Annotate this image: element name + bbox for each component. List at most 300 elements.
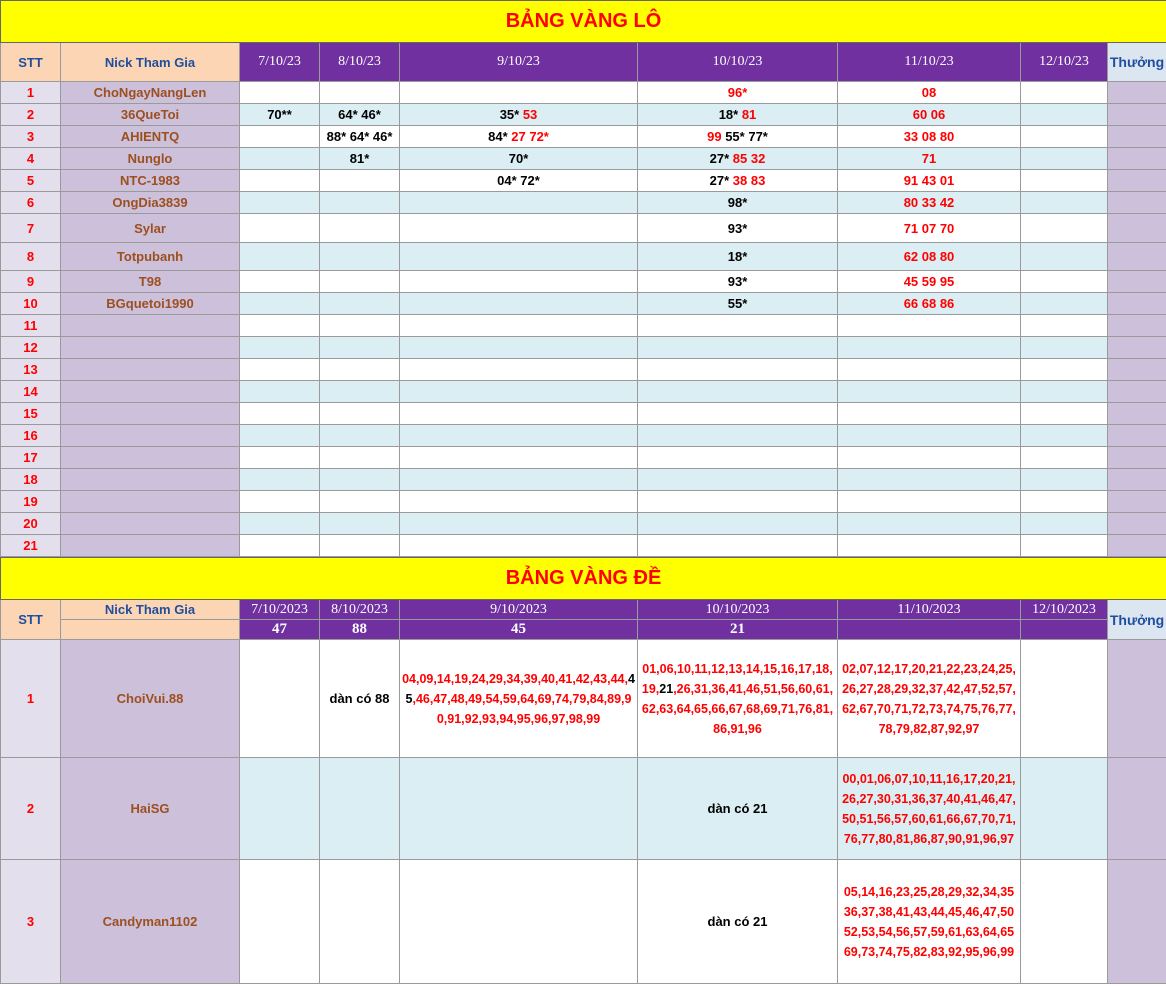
lo-header-date: 7/10/23 <box>240 43 320 82</box>
row-thuong <box>1108 293 1166 315</box>
row-stt: 3 <box>1 126 61 148</box>
row-cell <box>240 315 320 337</box>
row-thuong <box>1108 214 1166 243</box>
row-nick: NTC-1983 <box>61 170 240 192</box>
row-thuong <box>1108 403 1166 425</box>
row-cell <box>400 535 638 557</box>
row-cell <box>838 425 1021 447</box>
row-nick: ChoiVui.88 <box>61 640 240 758</box>
row-cell <box>240 293 320 315</box>
lo-header-thuong: Thưởng <box>1108 43 1166 82</box>
row-cell <box>400 403 638 425</box>
cell-value: 27* <box>709 173 733 188</box>
table-row <box>1 359 1166 381</box>
table-row <box>1 126 1166 148</box>
row-cell <box>638 640 838 758</box>
row-thuong <box>1108 170 1166 192</box>
table-row <box>1 513 1166 535</box>
row-cell <box>1021 359 1108 381</box>
cell-value: 04* 72* <box>497 173 540 188</box>
row-thuong <box>1108 243 1166 271</box>
de-header-date: 9/10/2023 <box>400 600 638 620</box>
row-cell <box>400 359 638 381</box>
row-cell <box>838 148 1021 170</box>
cell-value: 84* <box>488 129 512 144</box>
cell-value: 70* <box>508 151 529 166</box>
row-cell <box>320 860 400 984</box>
row-cell <box>1021 758 1108 860</box>
row-cell <box>400 271 638 293</box>
cell-value: 71 <box>921 151 937 166</box>
de-header-date: 10/10/2023 <box>638 600 838 620</box>
row-nick: Sylar <box>61 214 240 243</box>
row-cell <box>400 126 638 148</box>
row-nick <box>61 469 240 491</box>
row-cell <box>320 425 400 447</box>
de-header-nick-blank <box>61 620 240 640</box>
cell-value: 91 43 01 <box>903 173 955 188</box>
row-cell <box>1021 337 1108 359</box>
row-cell <box>838 104 1021 126</box>
lo-title: BẢNG VÀNG LÔ <box>1 1 1166 43</box>
row-cell <box>320 469 400 491</box>
row-thuong <box>1108 469 1166 491</box>
row-nick: Totpubanh <box>61 243 240 271</box>
cell-value: 27 72* <box>511 129 549 144</box>
row-stt: 20 <box>1 513 61 535</box>
row-cell <box>638 293 838 315</box>
row-cell <box>1021 535 1108 557</box>
de-header-date: 8/10/2023 <box>320 600 400 620</box>
lo-header-stt: STT <box>1 43 61 82</box>
row-stt: 17 <box>1 447 61 469</box>
row-cell <box>320 192 400 214</box>
cell-value: 93* <box>727 274 748 289</box>
cell-value: ,26,31,36,41,46,51,56,60,61,62,63,64,65,66,67,68,69,71,76,81,86,91,96 <box>641 681 834 736</box>
cell-value: dàn có 21 <box>707 914 768 929</box>
row-cell <box>1021 315 1108 337</box>
row-cell <box>838 403 1021 425</box>
row-cell <box>240 469 320 491</box>
row-nick: T98 <box>61 271 240 293</box>
row-nick: Nunglo <box>61 148 240 170</box>
de-result: 45 <box>400 620 638 640</box>
row-cell <box>1021 126 1108 148</box>
row-thuong <box>1108 758 1166 860</box>
row-cell <box>240 243 320 271</box>
row-cell <box>838 315 1021 337</box>
row-cell <box>838 337 1021 359</box>
row-cell <box>400 214 638 243</box>
row-cell <box>1021 214 1108 243</box>
row-cell <box>240 403 320 425</box>
row-thuong <box>1108 491 1166 513</box>
row-cell <box>838 535 1021 557</box>
row-cell <box>240 82 320 104</box>
row-cell <box>400 337 638 359</box>
row-cell <box>320 640 400 758</box>
cell-value: 27* <box>709 151 733 166</box>
table-row <box>1 104 1166 126</box>
cell-value: 38 83 <box>732 173 766 188</box>
row-cell <box>400 381 638 403</box>
row-nick: BGquetoi1990 <box>61 293 240 315</box>
row-cell <box>838 447 1021 469</box>
row-cell <box>400 469 638 491</box>
row-cell <box>320 447 400 469</box>
cell-value: 70** <box>267 107 292 122</box>
table-row <box>1 640 1166 758</box>
row-nick: AHIENTQ <box>61 126 240 148</box>
row-cell <box>320 82 400 104</box>
row-cell <box>240 271 320 293</box>
row-cell <box>1021 148 1108 170</box>
cell-value: dàn có 88 <box>329 691 390 706</box>
row-cell <box>240 192 320 214</box>
row-thuong <box>1108 148 1166 170</box>
row-thuong <box>1108 860 1166 984</box>
row-cell <box>638 469 838 491</box>
row-stt: 1 <box>1 640 61 758</box>
de-header-date: 7/10/2023 <box>240 600 320 620</box>
row-stt: 3 <box>1 860 61 984</box>
cell-value: 21 <box>659 681 674 696</box>
row-cell <box>240 104 320 126</box>
lo-header-nick: Nick Tham Gia <box>61 43 240 82</box>
row-cell <box>1021 425 1108 447</box>
row-cell <box>638 315 838 337</box>
row-thuong <box>1108 513 1166 535</box>
row-stt: 13 <box>1 359 61 381</box>
table-row <box>1 447 1166 469</box>
cell-value: 04,09,14,19,24,29,34,39,40,41,42,43,44, <box>402 671 628 686</box>
lo-header-date: 11/10/23 <box>838 43 1021 82</box>
cell-value: 71 07 70 <box>903 220 955 236</box>
row-cell <box>638 148 838 170</box>
cell-value: 18* <box>718 107 742 122</box>
row-cell <box>320 293 400 315</box>
row-cell <box>838 491 1021 513</box>
table-row <box>1 271 1166 293</box>
row-cell <box>400 243 638 271</box>
row-cell <box>838 192 1021 214</box>
row-thuong <box>1108 381 1166 403</box>
row-cell <box>838 271 1021 293</box>
de-header-thuong: Thưởng <box>1108 600 1166 640</box>
row-cell <box>320 535 400 557</box>
row-cell <box>240 359 320 381</box>
row-stt: 8 <box>1 243 61 271</box>
row-cell <box>240 535 320 557</box>
cell-value: 98* <box>727 195 748 210</box>
de-header-stt: STT <box>1 600 61 640</box>
row-cell <box>320 214 400 243</box>
table-row <box>1 425 1166 447</box>
row-cell <box>638 82 838 104</box>
row-cell <box>838 126 1021 148</box>
row-cell <box>638 337 838 359</box>
row-cell <box>400 104 638 126</box>
row-nick: OngDia3839 <box>61 192 240 214</box>
row-cell <box>320 513 400 535</box>
lo-header-date: 12/10/23 <box>1021 43 1108 82</box>
cell-value: 60 06 <box>912 107 946 122</box>
row-cell <box>638 243 838 271</box>
row-cell <box>838 860 1021 984</box>
row-cell <box>240 640 320 758</box>
table-row <box>1 82 1166 104</box>
row-thuong <box>1108 535 1166 557</box>
cell-value: 99 <box>707 129 726 144</box>
row-cell <box>838 513 1021 535</box>
row-cell <box>638 104 838 126</box>
row-thuong <box>1108 447 1166 469</box>
cell-value: 62 08 80 <box>903 249 955 264</box>
de-header-date: 12/10/2023 <box>1021 600 1108 620</box>
row-cell <box>240 126 320 148</box>
row-cell <box>240 337 320 359</box>
row-cell <box>400 758 638 860</box>
row-cell <box>320 491 400 513</box>
row-cell <box>838 381 1021 403</box>
row-nick <box>61 513 240 535</box>
row-cell <box>320 315 400 337</box>
row-nick: HaiSG <box>61 758 240 860</box>
cell-value: 33 08 80 <box>903 129 955 144</box>
row-cell <box>1021 491 1108 513</box>
row-cell <box>838 170 1021 192</box>
row-cell <box>838 243 1021 271</box>
row-cell <box>838 214 1021 243</box>
row-nick <box>61 535 240 557</box>
row-stt: 15 <box>1 403 61 425</box>
de-result <box>838 620 1021 640</box>
row-cell <box>320 403 400 425</box>
row-cell <box>400 148 638 170</box>
row-cell <box>638 359 838 381</box>
row-thuong <box>1108 337 1166 359</box>
row-cell <box>1021 243 1108 271</box>
row-thuong <box>1108 640 1166 758</box>
row-nick: 36QueToi <box>61 104 240 126</box>
row-thuong <box>1108 192 1166 214</box>
row-cell <box>638 271 838 293</box>
row-cell <box>638 403 838 425</box>
row-cell <box>1021 293 1108 315</box>
cell-value: 18* <box>727 249 748 264</box>
cell-value: 80 33 42 <box>903 195 955 210</box>
row-cell <box>240 425 320 447</box>
row-cell <box>320 271 400 293</box>
row-thuong <box>1108 271 1166 293</box>
row-cell <box>240 758 320 860</box>
de-result: 88 <box>320 620 400 640</box>
row-stt: 21 <box>1 535 61 557</box>
row-cell <box>1021 82 1108 104</box>
row-stt: 1 <box>1 82 61 104</box>
row-cell <box>838 640 1021 758</box>
cell-value: 81* <box>349 151 370 166</box>
row-thuong <box>1108 104 1166 126</box>
row-stt: 6 <box>1 192 61 214</box>
cell-value: 45 <box>405 671 635 706</box>
row-cell <box>400 192 638 214</box>
row-cell <box>240 170 320 192</box>
row-cell <box>320 359 400 381</box>
cell-value: 08 <box>921 85 937 100</box>
table-row <box>1 148 1166 170</box>
row-nick: Candyman1102 <box>61 860 240 984</box>
cell-value: 45 59 95 <box>903 274 955 289</box>
table-row <box>1 243 1166 271</box>
row-cell <box>320 381 400 403</box>
row-nick <box>61 425 240 447</box>
cell-value: 88* 64* 46* <box>326 129 393 144</box>
row-cell <box>838 758 1021 860</box>
row-nick <box>61 381 240 403</box>
row-cell <box>1021 403 1108 425</box>
cell-value: 81 <box>741 107 757 122</box>
table-row <box>1 315 1166 337</box>
row-stt: 14 <box>1 381 61 403</box>
row-nick <box>61 403 240 425</box>
row-cell <box>638 214 838 243</box>
row-cell <box>320 104 400 126</box>
row-cell <box>400 640 638 758</box>
row-cell <box>400 170 638 192</box>
row-cell <box>1021 104 1108 126</box>
lo-header-date: 8/10/23 <box>320 43 400 82</box>
row-cell <box>638 758 838 860</box>
cell-value: 35* <box>499 107 523 122</box>
row-cell <box>1021 170 1108 192</box>
cell-value: 55* 77* <box>725 129 768 144</box>
row-stt: 18 <box>1 469 61 491</box>
row-cell <box>1021 447 1108 469</box>
row-cell <box>1021 271 1108 293</box>
lo-header-date: 10/10/23 <box>638 43 838 82</box>
row-cell <box>638 491 838 513</box>
row-cell <box>838 359 1021 381</box>
de-header-nick: Nick Tham Gia <box>61 600 240 620</box>
row-cell <box>638 425 838 447</box>
row-cell <box>638 860 838 984</box>
row-cell <box>638 535 838 557</box>
de-result: 47 <box>240 620 320 640</box>
row-stt: 2 <box>1 104 61 126</box>
row-cell <box>240 491 320 513</box>
row-cell <box>240 381 320 403</box>
row-cell <box>240 513 320 535</box>
row-cell <box>320 148 400 170</box>
row-cell <box>1021 381 1108 403</box>
row-cell <box>838 293 1021 315</box>
table-row <box>1 469 1166 491</box>
row-cell <box>1021 513 1108 535</box>
cell-value: ,46,47,48,49,54,59,64,69,74,79,84,89,90,91,92,93,94,95,96,97,98,99 <box>412 691 632 726</box>
row-cell <box>400 425 638 447</box>
cell-value: 55* <box>727 296 748 311</box>
row-stt: 12 <box>1 337 61 359</box>
cell-value: 05,14,16,23,25,28,29,32,34,35 36,37,38,41,43,44,45,46,47,50 52,53,54,56,57,59,61,63,64,65 69,73,74,75,82,83,92,95,96,99 <box>843 884 1015 959</box>
row-thuong <box>1108 126 1166 148</box>
row-cell <box>320 758 400 860</box>
cell-value: 02,07,12,17,20,21,22,23,24,25,26,27,28,29,32,37,42,47,52,57,62,67,70,71,72,73,74,75,76,77,78,79,82,87,92,97 <box>842 661 1016 736</box>
row-stt: 10 <box>1 293 61 315</box>
row-nick <box>61 337 240 359</box>
row-cell <box>1021 469 1108 491</box>
row-nick <box>61 359 240 381</box>
row-cell <box>638 381 838 403</box>
row-thuong <box>1108 425 1166 447</box>
row-stt: 19 <box>1 491 61 513</box>
bang-vang-de-table <box>0 557 1166 984</box>
table-row <box>1 293 1166 315</box>
table-row <box>1 214 1166 243</box>
cell-value: 93* <box>727 220 748 236</box>
cell-value: 96* <box>727 85 748 100</box>
cell-value: 00,01,06,07,10,11,16,17,20,21,26,27,30,31,36,37,40,41,46,47,50,51,56,57,60,61,66,67,70,71,76,77,80,81,86,87,90,91,96,97 <box>842 771 1016 846</box>
row-cell <box>320 126 400 148</box>
row-cell <box>1021 860 1108 984</box>
row-stt: 11 <box>1 315 61 337</box>
row-nick <box>61 447 240 469</box>
table-row <box>1 491 1166 513</box>
row-cell <box>240 860 320 984</box>
row-stt: 9 <box>1 271 61 293</box>
row-cell <box>240 214 320 243</box>
row-stt: 5 <box>1 170 61 192</box>
cell-value: 85 32 <box>732 151 766 166</box>
row-cell <box>638 170 838 192</box>
row-cell <box>1021 640 1108 758</box>
row-cell <box>320 243 400 271</box>
row-thuong <box>1108 359 1166 381</box>
row-cell <box>320 337 400 359</box>
row-cell <box>400 513 638 535</box>
row-cell <box>400 860 638 984</box>
row-thuong <box>1108 315 1166 337</box>
lo-header-date: 9/10/23 <box>400 43 638 82</box>
table-row <box>1 192 1166 214</box>
row-cell <box>638 192 838 214</box>
row-cell <box>400 82 638 104</box>
table-row <box>1 860 1166 984</box>
row-stt: 4 <box>1 148 61 170</box>
de-title: BẢNG VÀNG ĐỀ <box>1 558 1166 600</box>
table-row <box>1 403 1166 425</box>
row-nick: ChoNgayNangLen <box>61 82 240 104</box>
cell-value: 64* 46* <box>338 107 381 122</box>
row-cell <box>400 491 638 513</box>
row-cell <box>320 170 400 192</box>
row-cell <box>838 469 1021 491</box>
table-row <box>1 337 1166 359</box>
cell-value: 01,06,10,11,12,13,14,15,16,17,18,19, <box>641 661 833 696</box>
row-stt: 16 <box>1 425 61 447</box>
row-thuong <box>1108 82 1166 104</box>
row-cell <box>638 513 838 535</box>
cell-value: dàn có 21 <box>707 801 768 816</box>
row-cell <box>838 82 1021 104</box>
row-cell <box>240 447 320 469</box>
cell-value: 53 <box>522 107 538 122</box>
row-cell <box>638 447 838 469</box>
row-stt: 2 <box>1 758 61 860</box>
row-cell <box>638 126 838 148</box>
row-cell <box>400 315 638 337</box>
table-row <box>1 758 1166 860</box>
